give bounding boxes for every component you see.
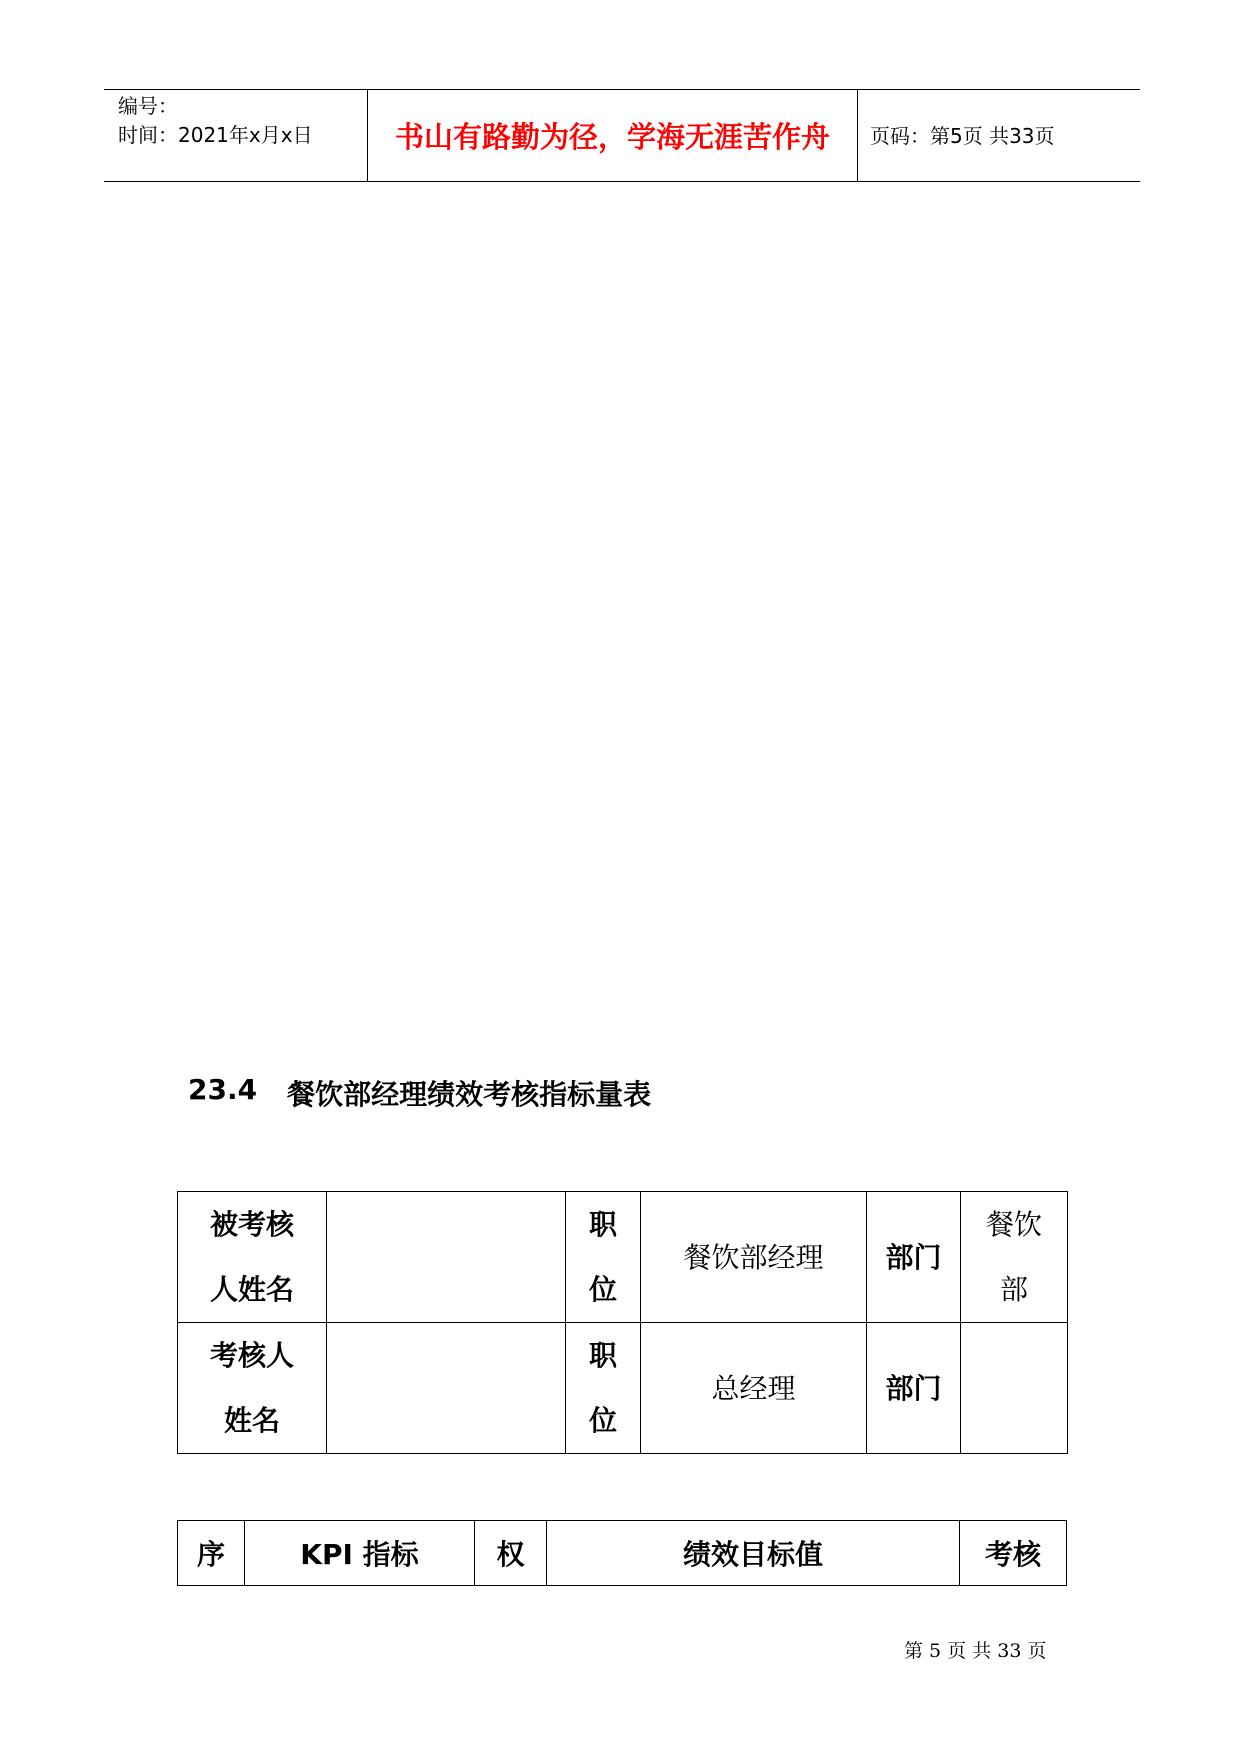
header-meta	[118, 92, 313, 150]
department-label: 部门	[867, 1192, 961, 1323]
header-page-number: 页码：第5页 共33页	[870, 124, 1055, 148]
section-heading	[188, 1073, 651, 1113]
position-label: 职 位	[566, 1323, 641, 1454]
page-footer: 第 5 页 共 33 页	[904, 1640, 1047, 1662]
column-header-target: 绩效目标值	[547, 1521, 960, 1586]
position-value: 总经理	[641, 1323, 867, 1454]
page-header	[104, 89, 1140, 182]
column-header-assessment: 考核	[960, 1521, 1067, 1586]
table-row	[178, 1323, 1068, 1454]
section-title: 餐饮部经理绩效考核指标量表	[287, 1078, 652, 1111]
kpi-table	[177, 1520, 1067, 1586]
department-value: 餐饮 部	[961, 1192, 1068, 1323]
document-time-label: 时间：2021年x月x日	[118, 123, 313, 147]
section-number: 23.4	[188, 1073, 258, 1106]
assessor-name-label: 考核人 姓名	[178, 1323, 327, 1454]
column-header-kpi: KPI 指标	[245, 1521, 475, 1586]
assessee-name-label: 被考核 人姓名	[178, 1192, 327, 1323]
assessee-name-value	[327, 1192, 566, 1323]
column-header-index: 序	[178, 1521, 245, 1586]
header-motto: 书山有路勤为径，学海无涯苦作舟	[394, 119, 830, 154]
assessor-name-value	[327, 1323, 566, 1454]
header-divider	[857, 90, 858, 181]
assessment-info-table	[177, 1191, 1068, 1454]
table-row	[178, 1192, 1068, 1323]
department-value	[961, 1323, 1068, 1454]
position-label: 职 位	[566, 1192, 641, 1323]
department-label: 部门	[867, 1323, 961, 1454]
column-header-weight: 权	[475, 1521, 547, 1586]
document-number-label: 编号：	[118, 94, 178, 118]
table-header-row	[178, 1521, 1067, 1586]
position-value: 餐饮部经理	[641, 1192, 867, 1323]
